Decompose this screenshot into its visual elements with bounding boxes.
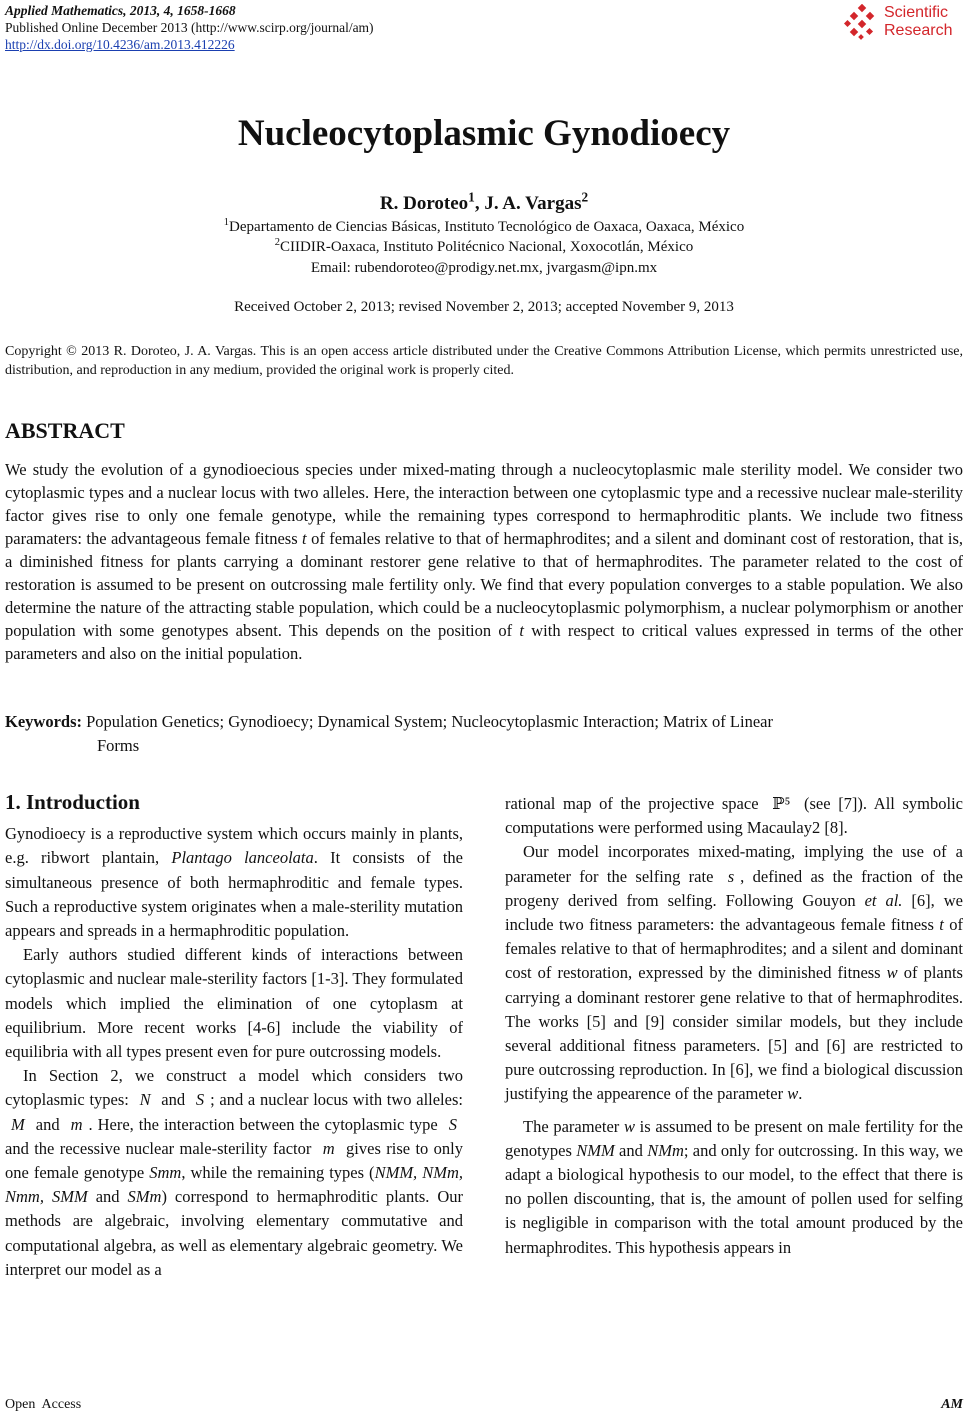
- affiliation-1-text: Departamento de Ciencias Básicas, Instituto Tecnológico de Oaxaca, Oaxaca, México: [229, 219, 745, 235]
- section-heading: 1. Introduction: [5, 790, 140, 814]
- keywords-line-2: Forms: [97, 736, 140, 755]
- author-2-mark: 2: [581, 189, 589, 205]
- genotype-Smm: Smm: [149, 1163, 182, 1183]
- author-line: [0, 189, 968, 215]
- keywords: [5, 710, 963, 758]
- var-w: w: [886, 963, 898, 983]
- affiliation-1: [0, 217, 968, 237]
- intro-p3-text-4: and the recessive nuclear male-sterility factor: [5, 1138, 317, 1158]
- intro-p3-text-5: gives rise to only one female genotype: [5, 1138, 464, 1183]
- abstract-var-t: t: [302, 529, 307, 548]
- affiliation-2: [0, 237, 968, 257]
- keywords-label: Keywords:: [5, 712, 82, 731]
- intro-p3-and-2: and: [30, 1114, 65, 1134]
- abstract-heading: ABSTRACT: [5, 418, 125, 443]
- right-p2-text-6: .: [798, 1084, 803, 1104]
- publisher-logo-icon: [844, 4, 882, 42]
- abstract-var-t-2: t: [519, 621, 524, 640]
- logo-word-1: Scientific: [884, 4, 949, 21]
- intro-p3-text: In Section 2, we construct a model which considers two cytoplasmic types:: [5, 1066, 463, 1110]
- right-p2-text-4: of females relative to that of hermaphrodites; and a silent and dominant cost of restoration, expressed by the diminished fitness: [505, 915, 963, 983]
- genotype-NMm: NMm: [647, 1140, 684, 1160]
- projective-space-symbol: ℙ⁵: [772, 794, 791, 813]
- var-S-2: S: [448, 1114, 457, 1134]
- right-p2-text-5: of plants carrying a dominant restorer gene relative to that of hermaphrodites. The works [5] and [9] consider similar models, but they include several additional fitness parameters. [5] and [6] are restricted to pure outcrossing reproduction. In [6], we find a biological discussion justifying the appearence of the parameter: [505, 963, 963, 1104]
- right-p3-text: The parameter: [523, 1116, 624, 1136]
- abstract-text-1: We study the evolution of a gynodioecious species under mixed-mating through a nucleocytoplasmic male sterility model. We consider two cytoplasmic types and a nuclear locus with two alleles. Here, the interaction between one cytoplasmic type and a recessive nuclear male-sterility factor gives rise to only one female genotype, while the remaining types correspond to hermaphroditic plants. We include two fitness paramaters: the advantageous female fitness: [5, 460, 963, 548]
- var-S: S: [195, 1090, 205, 1110]
- intro-p3-text-3: . Here, the interaction between the cytoplasmic type: [88, 1114, 443, 1134]
- var-t: t: [939, 915, 944, 935]
- right-column: [505, 792, 963, 1260]
- abstract-text-2: of females relative to that of hermaphrodites; and a silent and dominant cost of restoration, that is, a diminished fitness for plants carrying a dominant restorer gene relative to that of hermaphrodites. The parameter related to the cost of restoration is assumed to be present on outcrossing male fertility only. We find that every population converges to a stable population. We also determine the nature of the attracting stable population, which could be a nucleocytoplasmic polymorphism, a nuclear polymorphism or another population with some genotypes absent. This depends on the position of: [5, 529, 963, 640]
- var-M: M: [11, 1114, 25, 1134]
- keywords-line-1: Population Genetics; Gynodioecy; Dynamical System; Nucleocytoplasmic Interaction; Matrix of Linear: [82, 712, 773, 731]
- affiliation-1-mark: 1: [223, 217, 230, 228]
- received-dates: Received October 2, 2013; revised November 2, 2013; accepted November 9, 2013: [234, 299, 734, 315]
- intro-paragraph-1: [5, 822, 463, 943]
- var-m-2: m: [322, 1138, 335, 1158]
- intro-p3-and-3: and: [87, 1187, 128, 1207]
- published-line: Published Online December 2013 (http://www.scirp.org/journal/am): [5, 20, 374, 35]
- journal-header: [5, 2, 374, 53]
- abstract-body: [5, 458, 963, 665]
- author-1-mark: 1: [468, 189, 475, 205]
- right-paragraph-2: [505, 840, 963, 1106]
- intro-paragraph-3: [5, 1064, 463, 1282]
- species-name: Plantago lanceolata: [171, 848, 314, 868]
- right-paragraph-3: [505, 1115, 963, 1260]
- logo-word-2: Research: [884, 22, 953, 39]
- genotype-NMM: NMM: [576, 1140, 615, 1160]
- right-p3-text-2: is assumed to be present on male fertility for the genotypes: [505, 1116, 963, 1160]
- doi-link[interactable]: http://dx.doi.org/10.4236/am.2013.412226: [5, 37, 235, 52]
- intro-p1-text-2: . It consists of the simultaneous presence of both hermaphroditic and female types. Such a reproductive system originates when a male-sterility mutation appears and spreads in a hermaphroditic population.: [5, 848, 463, 941]
- copyright-notice: Copyright © 2013 R. Doroteo, J. A. Vargas. This is an open access article distributed under the Creative Commons Attribution License, which permits unrestricted use, distribution, and reproduction in any medium, provided the original work is properly cited.: [5, 344, 963, 378]
- right-p2-text: Our model incorporates mixed-mating, implying the use of a parameter for the selfing rate: [505, 842, 963, 886]
- author-1: R. Doroteo: [379, 193, 469, 214]
- publisher-logo: [844, 2, 964, 42]
- genotype-list: NMM, NMm, Nmm, SMM: [5, 1163, 463, 1207]
- right-p2-text-2: , defined as the fraction of the progeny derived from selfing. Following Gouyon: [505, 866, 963, 910]
- right-p3-and: and: [614, 1140, 648, 1160]
- email-line: Email: rubendoroteo@prodigy.net.mx, jvargasm@ipn.mx: [310, 260, 658, 276]
- intro-p3-and: and: [156, 1090, 190, 1110]
- intro-p3-text-2: ; and a nuclear locus with two alleles:: [210, 1090, 463, 1110]
- var-w-2: w: [787, 1084, 799, 1104]
- footer-journal-abbrev: AM: [941, 1397, 963, 1412]
- var-s: s: [727, 866, 735, 886]
- affiliation-2-text: CIIDIR-Oaxaca, Instituto Politécnico Nacional, Xoxocotlán, México: [280, 239, 694, 255]
- intro-p3-text-6: , while the remaining types (: [181, 1163, 375, 1183]
- page-footer: [5, 1397, 963, 1413]
- journal-citation: , 2013, 4, 1658-1668: [123, 3, 236, 18]
- footer-open-access: Open Access: [5, 1397, 82, 1412]
- intro-paragraph-2: Early authors studied different kinds of interactions between cytoplasmic and nuclear male-sterility factors [1-3]. They formulated models which implied the elimination of one cytoplasm at equilibrium. More recent works [4-6] include the viability of equilibria with all types present even for pure outcrossing models.: [5, 945, 463, 1062]
- right-p2-text-3: [6], we include two fitness parameters: the advantageous female fitness: [505, 890, 963, 935]
- author-2: J. A. Vargas: [484, 193, 582, 214]
- right-paragraph-1: [505, 792, 963, 840]
- intro-p3-text-7: ) correspond to hermaphroditic plants. Our methods are algebraic, involving elementary commutative and computational algebra, as well as elementary algebraic geometry. We interpret our model as a: [5, 1187, 464, 1279]
- right-p3-text-3: ; and only for outcrossing. In this way, we adapt a biological hypothesis to our model, to the effect that there is no pollen discounting, that is, the amount of pollen used for selfing is negligible in comparison with the total amount produced by the hermaphrodites. This hypothesis appears in: [505, 1140, 963, 1257]
- author-separator: ,: [474, 193, 485, 214]
- paper-title: Nucleocytoplasmic Gynodioecy: [237, 113, 731, 154]
- abstract-text-3: with respect to critical values expressed in terms of the other parameters and also on the initial population.: [5, 621, 963, 663]
- var-N: N: [139, 1090, 151, 1110]
- var-w-3: w: [623, 1116, 635, 1136]
- affiliation-2-mark: 2: [274, 237, 281, 248]
- journal-name: Applied Mathematics: [5, 3, 124, 18]
- right-p1-text: rational map of the projective space: [505, 794, 767, 813]
- genotype-SMm: SMm: [127, 1187, 162, 1207]
- var-m: m: [70, 1114, 83, 1134]
- intro-p1-text: Gynodioecy is a reproductive system which occurs mainly in plants, e.g. ribwort plantain,: [5, 824, 463, 868]
- left-column: [5, 790, 463, 1282]
- right-p1-text-2: (see [7]). All symbolic computations were performed using Macaulay2 [8].: [505, 794, 963, 838]
- et-al: et al.: [864, 890, 903, 910]
